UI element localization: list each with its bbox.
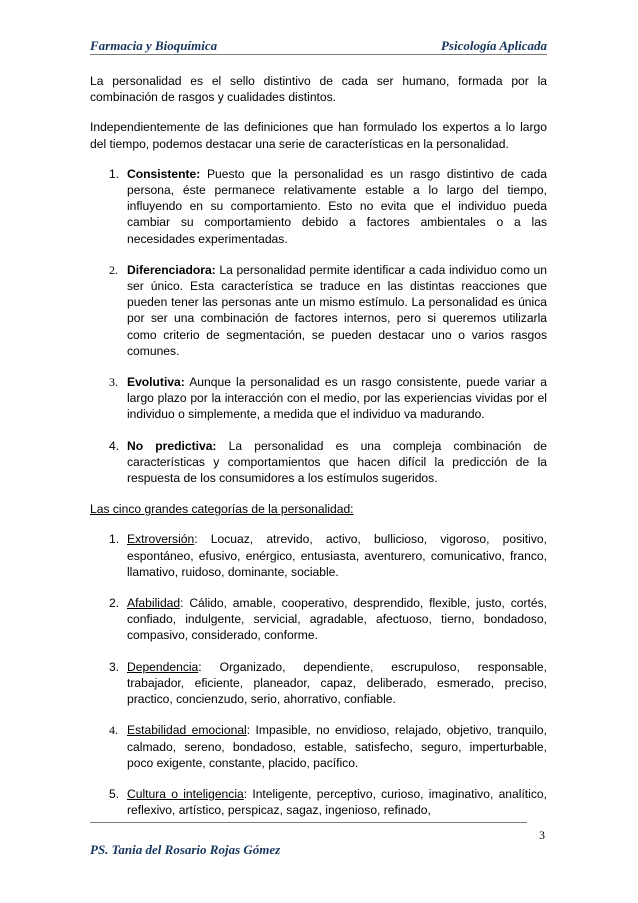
header-right-title: Psicología Aplicada [440,38,547,53]
list-number: 4. [109,438,120,453]
list-term: Consistente: [127,166,201,181]
list-item [90,438,547,487]
characteristics-list [90,166,547,486]
list-text: Puesto que la personalidad es un rasgo distintivo de cada persona, éste permanece relativamente estable a lo largo del tiempo, influyendo en su comportamiento. Esto no evita que el individuo pueda cambiar su comportamiento debido a factores ambientales o a las necesidades experimentadas. [127,166,547,246]
categories-list [90,531,547,818]
list-item [90,166,547,247]
page-body [90,73,547,833]
list-number: 3. [109,375,118,390]
list-number: 2. [109,262,118,277]
list-text: : Impasible, no envidioso, relajado, objetivo, tranquilo, calmado, sereno, bondadoso, estable, satisfecho, seguro, imperturbable, poco exigente, constante, placido, pacífico. [127,723,547,770]
list-term: Afabilidad [127,596,181,611]
list-term: Cultura o inteligencia [127,786,244,801]
list-item [90,531,547,580]
list-item [90,659,547,708]
list-term: Evolutiva: [127,375,185,390]
intro-paragraph: La personalidad es el sello distintivo de cada ser humano, formada por la combinación de rasgos y cualidades distintos. [90,74,547,105]
list-item [90,262,547,359]
definition-paragraph: Independientemente de las definiciones que han formulado los expertos a lo largo del tiempo, podemos destacar una serie de características en la personalidad. [90,120,547,151]
list-number: 5. [109,786,120,801]
list-text: : Cálido, amable, cooperativo, desprendido, flexible, justo, cortés, confiado, indulgente, servicial, agradable, afectuoso, tierno, bondadoso, compasivo, considerado, conforme. [127,596,547,643]
section-subheading: Las cinco grandes categorías de la personalidad: [90,502,354,517]
list-text: : Locuaz, atrevido, activo, bullicioso, vigoroso, positivo, espontáneo, efusivo, enérgico, entusiasta, aventurero, comunicativo, franco, llamativo, ruidoso, dominante, sociable. [127,532,547,579]
list-text: : Inteligente, perceptivo, curioso, imaginativo, analítico, reflexivo, artístico, perspicaz, sagaz, ingenioso, refinado, [127,786,547,818]
list-text: La personalidad permite identificar a cada individuo como un ser único. Esta característica se traduce en las distintas reacciones que pueden tener las personas ante un mismo estímulo. La personalidad es única por ser una combinación de factores internos, pero si queremos utilizarla como criterio de segmentación, se pueden destacar uno o varios rasgos comunes. [127,262,547,358]
list-term: Estabilidad emocional [127,723,247,738]
page-header [90,36,547,55]
list-term: No predictiva: [127,438,217,453]
header-left-title: Farmacia y Bioquímica [90,38,218,53]
list-item [90,595,547,644]
footer-author: PS. Tania del Rosario Rojas Gómez [90,842,281,857]
list-text: : Organizado, dependiente, escrupuloso, responsable, trabajador, eficiente, planeador, capaz, deliberado, esmerado, preciso, practico, concienzudo, serio, ahorrativo, confiable. [127,659,547,707]
list-term: Diferenciadora: [127,262,216,277]
list-text: La personalidad es una compleja combinación de características y comportamientos que hacen difícil la predicción de la respuesta de los consumidores a los estímulos sugeridos. [127,438,547,486]
list-number: 3. [109,659,120,674]
list-number: 1. [109,532,120,547]
list-item [90,722,547,771]
footer-divider [90,822,527,823]
list-text: Aunque la personalidad es un rasgo consistente, puede variar a largo plazo por la interacción con el medio, por las experiencias vividas por el individuo o simplemente, a medida que el individuo va madurando. [127,375,547,422]
list-term: Extroversión [127,532,195,547]
list-number: 2. [109,596,120,611]
list-item [90,786,547,818]
list-number: 1. [109,166,120,181]
list-item [90,374,547,423]
page-number: 3 [539,828,545,842]
list-number: 4. [109,723,118,738]
list-term: Dependencia [127,659,199,674]
